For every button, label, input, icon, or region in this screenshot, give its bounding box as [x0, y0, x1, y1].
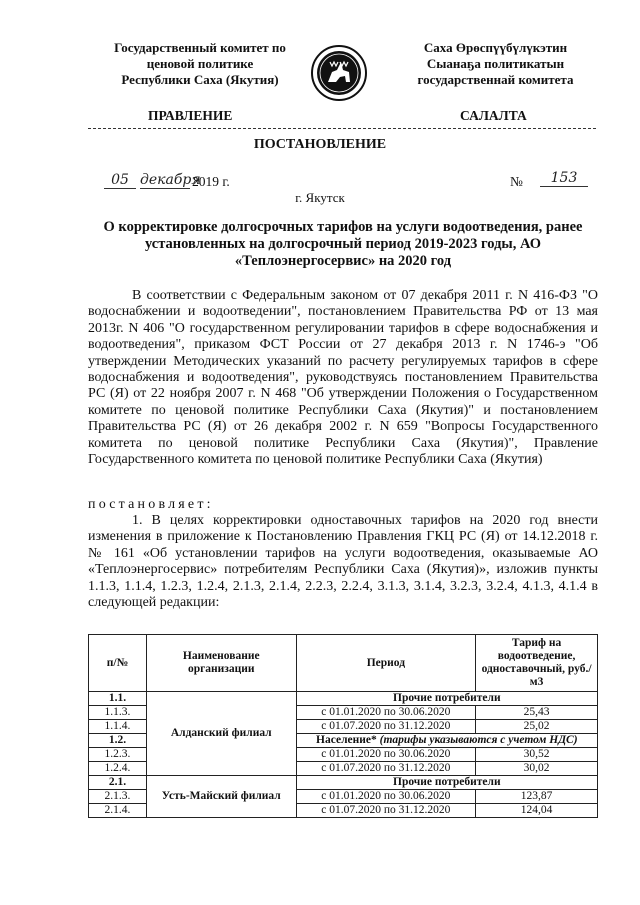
row-tariff: 124,04 — [476, 804, 598, 818]
row-tariff: 25,43 — [476, 706, 598, 720]
group-label-bold: Население* — [316, 734, 377, 746]
header-divider — [88, 128, 596, 129]
row-tariff: 25,02 — [476, 720, 598, 734]
row-tariff: 123,87 — [476, 790, 598, 804]
group-label-note: (тарифы указываются с учетом НДС) — [379, 734, 578, 746]
header-organization: Наименование организации — [146, 635, 296, 692]
header-right-line-1: Саха Өрөспүүбүлүкэтин — [423, 40, 568, 55]
row-tariff: 30,52 — [476, 748, 598, 762]
header-number: п/№ — [89, 635, 147, 692]
paragraph-preamble — [88, 288, 598, 468]
group-label: Прочие потребители — [296, 776, 597, 790]
header-period: Период — [296, 635, 476, 692]
header-left-line-2: ценовой политике — [146, 56, 254, 71]
header-left-line-3: Республики Саха (Якутия) — [121, 72, 279, 87]
row-number: 1.2.4. — [89, 762, 147, 776]
group-label — [296, 734, 597, 748]
number-label: № — [510, 174, 523, 189]
group-label: Прочие потребители — [296, 692, 597, 706]
row-number: 1.1.4. — [89, 720, 147, 734]
date-day: 05 — [104, 172, 136, 189]
row-number: 1.1.3. — [89, 706, 147, 720]
document-title: О корректировке долгосрочных тарифов на услуги водоотведения, ранее установленных на долгосрочный период 2019-2023 годы, АО «Теплоэнергосервис» на 2020 год — [103, 219, 583, 269]
row-number: 1.2. — [89, 734, 147, 748]
row-period: с 01.01.2020 по 30.06.2020 — [296, 706, 476, 720]
header-left — [95, 40, 305, 88]
row-number: 1.1. — [89, 692, 147, 706]
row-period: с 01.07.2020 по 31.12.2020 — [296, 762, 476, 776]
row-period: с 01.07.2020 по 31.12.2020 — [296, 804, 476, 818]
paragraph-item-1 — [88, 513, 598, 611]
board-label-right: САЛАЛТА — [460, 108, 527, 123]
row-number: 1.2.3. — [89, 748, 147, 762]
header-tariff: Тариф на водоотведение, одноставочный, руб./м3 — [476, 635, 598, 692]
row-period: с 01.01.2020 по 30.06.2020 — [296, 748, 476, 762]
city: г. Якутск — [295, 190, 345, 205]
coat-of-arms-icon — [310, 44, 368, 102]
header-right — [393, 40, 598, 88]
row-period: с 01.01.2020 по 30.06.2020 — [296, 790, 476, 804]
document-number: 153 — [540, 170, 588, 187]
organization-name: Алданский филиал — [146, 692, 296, 776]
date-year: 2019 г. — [192, 174, 230, 189]
organization-name: Усть-Майский филиал — [146, 776, 296, 818]
row-tariff: 30,02 — [476, 762, 598, 776]
table-row — [89, 776, 598, 790]
row-number: 2.1.4. — [89, 804, 147, 818]
board-label-left: ПРАВЛЕНИЕ — [148, 108, 233, 123]
table-row — [89, 692, 598, 706]
row-number: 2.1. — [89, 776, 147, 790]
date-month: декабря — [140, 172, 201, 188]
document-type: ПОСТАНОВЛЕНИЕ — [253, 137, 387, 152]
header-right-line-2: Сыанаҕа политикатын — [426, 56, 565, 71]
decree-word: постановляет: — [88, 497, 214, 512]
tariff-table — [88, 634, 598, 818]
header-right-line-3: государственнай комитета — [417, 72, 574, 87]
item-1-text: 1. В целях корректировки одноставочных тарифов на 2020 год внести изменения в приложение к Постановлению Правления ГКЦ РС (Я) от 14.12.2018 г. № 161 «Об установлении тарифов на услуги водоотведения, оказываемые АО «Теплоэнергосервис» потребителям Республики Саха (Якутия)», изложив пункты 1.1.3, 1.1.4, 1.2.3, 1.2.4, 2.1.3, 2.1.4, 2.2.3, 2.2.4, 3.1.3, 3.1.4, 3.2.3, 3.2.4, 4.1.3, 4.1.4 в следующей редакции: — [88, 513, 598, 611]
row-period: с 01.07.2020 по 31.12.2020 — [296, 720, 476, 734]
table-header-row — [89, 635, 598, 692]
row-number: 2.1.3. — [89, 790, 147, 804]
header-left-line-1: Государственный комитет по — [114, 40, 286, 55]
preamble-text: В соответствии с Федеральным законом от 07 декабря 2011 г. N 416-ФЗ "О водоснабжении и водоотведении", постановлением Правительства РФ от 13 мая 2013г. N 406 "О государственном регулировании тарифов в сфере водоснабжения и водоотведения", приказом ФСТ России от 27 декабря 2013 г. N 1746-э "Об утверждении Методических указаний по расчету регулируемых тарифов в сфере водоснабжения и водоотведения", руководствуясь постановлением Правительства РС (Я) от 22 ноября 2007 г. N 468 "Об утверждении Положения о Государственном комитете по ценовой политике Республики Саха (Якутия)" и постановлением Правительства РС (Я) от 26 декабря 2002 г. N 659 "Вопросы Государственного комитета по ценовой политике Республики Саха (Якутия)", Правление Государственного комитета по ценовой политике Республики Саха (Якутия) — [88, 288, 598, 468]
